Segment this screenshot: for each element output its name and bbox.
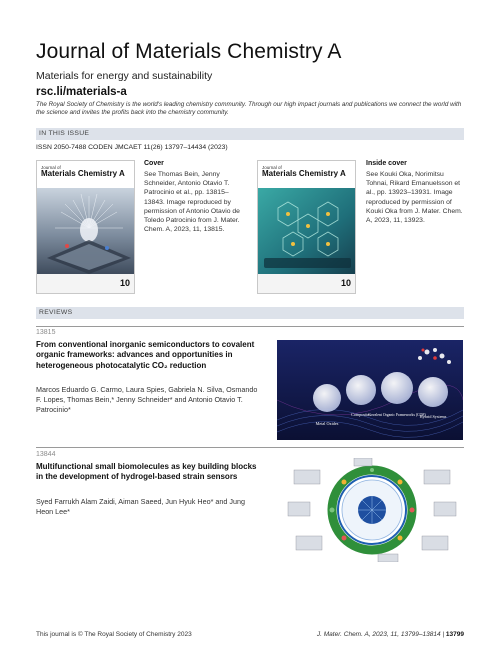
label-metal-oxides: Metal Oxides bbox=[315, 421, 339, 426]
article-page-number: 13844 bbox=[36, 451, 56, 458]
inside-cover-description: See Kouki Oka, Norimitsu Tohnai, Rikard Emanuelsson et al., pp. 13923–13931. Image reproduced by permission of Kouki Oka from J. Mater. Chem. A, 2023, 11, 13923. bbox=[366, 171, 463, 225]
inside-cover-journal-of: Journal of bbox=[262, 165, 282, 170]
cover-label: Cover bbox=[144, 160, 164, 167]
cover-artwork bbox=[37, 188, 135, 274]
article-authors: Syed Farrukh Alam Zaidi, Aiman Saeed, Jun Hyuk Heo* and Jung Heon Lee* bbox=[36, 497, 245, 516]
cover-journal-name: Materials Chemistry A bbox=[41, 169, 125, 178]
article-authors: Marcos Eduardo G. Carmo, Laura Spies, Gabriela N. Silva, Osmando F. Lopes, Thomas Bein,* Jenny Schneider* and Antonio Otavio T. Patrocinio* bbox=[36, 385, 258, 414]
article-page-number: 13815 bbox=[36, 329, 56, 336]
article-graphical-abstract[interactable] bbox=[277, 340, 463, 440]
inside-cover-thumbnail[interactable] bbox=[257, 160, 356, 294]
journal-subtitle: Materials for energy and sustainability bbox=[36, 70, 213, 82]
article-title-link[interactable]: From conventional inorganic semiconductors to covalent organic frameworks: advances and opportunities in heterogeneous photocatalytic CO₂ reduction bbox=[36, 340, 255, 370]
inside-cover-journal-name: Materials Chemistry A bbox=[262, 169, 346, 178]
co2-reduction-graphic bbox=[277, 340, 463, 440]
journal-title: Journal of Materials Chemistry A bbox=[36, 40, 342, 63]
journal-url-link[interactable]: rsc.li/materials-a bbox=[36, 86, 127, 98]
article-divider bbox=[36, 326, 464, 327]
rsc-description: The Royal Society of Chemistry is the world's leading chemistry community. Through our high impact journals and publications we connect the world with the science and invites the profits back into the chemistry community. bbox=[36, 101, 462, 117]
article-divider bbox=[36, 447, 464, 448]
cover-journal-of: Journal of bbox=[41, 165, 61, 170]
issn-line: ISSN 2050-7488 CODEN JMCAET 11(26) 13797–14434 (2023) bbox=[36, 144, 228, 151]
footer-citation bbox=[317, 631, 464, 638]
label-cof: Covalent Organic Frameworks (COF) bbox=[368, 413, 426, 417]
article-title-link[interactable]: Multifunctional small biomolecules as key building blocks in the development of hydrogel-based strain sensors bbox=[36, 462, 257, 482]
label-composites: Composites bbox=[351, 412, 371, 417]
footer-copyright: This journal is © The Royal Society of Chemistry 2023 bbox=[36, 631, 192, 638]
reviews-bar: REVIEWS bbox=[36, 307, 464, 319]
cover-anniversary-mark: 10 bbox=[119, 278, 130, 288]
article-graphical-abstract[interactable] bbox=[282, 458, 462, 562]
in-this-issue-bar: IN THIS ISSUE bbox=[36, 128, 464, 140]
footer-page-number: 13799 bbox=[445, 631, 464, 638]
cover-thumbnail[interactable] bbox=[36, 160, 135, 294]
label-hybrid-systems: Hybrid Systems bbox=[419, 414, 447, 419]
inside-cover-label: Inside cover bbox=[366, 160, 407, 167]
inside-cover-anniversary-mark: 10 bbox=[340, 278, 351, 288]
inside-cover-artwork bbox=[258, 188, 356, 274]
hydrogel-sensor-graphic bbox=[282, 458, 462, 562]
footer-journal-ref: J. Mater. Chem. A, 2023, 11, 13799–13814 | bbox=[316, 631, 445, 638]
cover-description: See Thomas Bein, Jenny Schneider, Antonio Otavio T. Patrocinio et al., pp. 13815–13843. Image reproduced by permission of Antonio Otavio de Toledo Patrocinio from J. Mater. Chem. A, 2023, 11, 13815. bbox=[144, 171, 240, 234]
